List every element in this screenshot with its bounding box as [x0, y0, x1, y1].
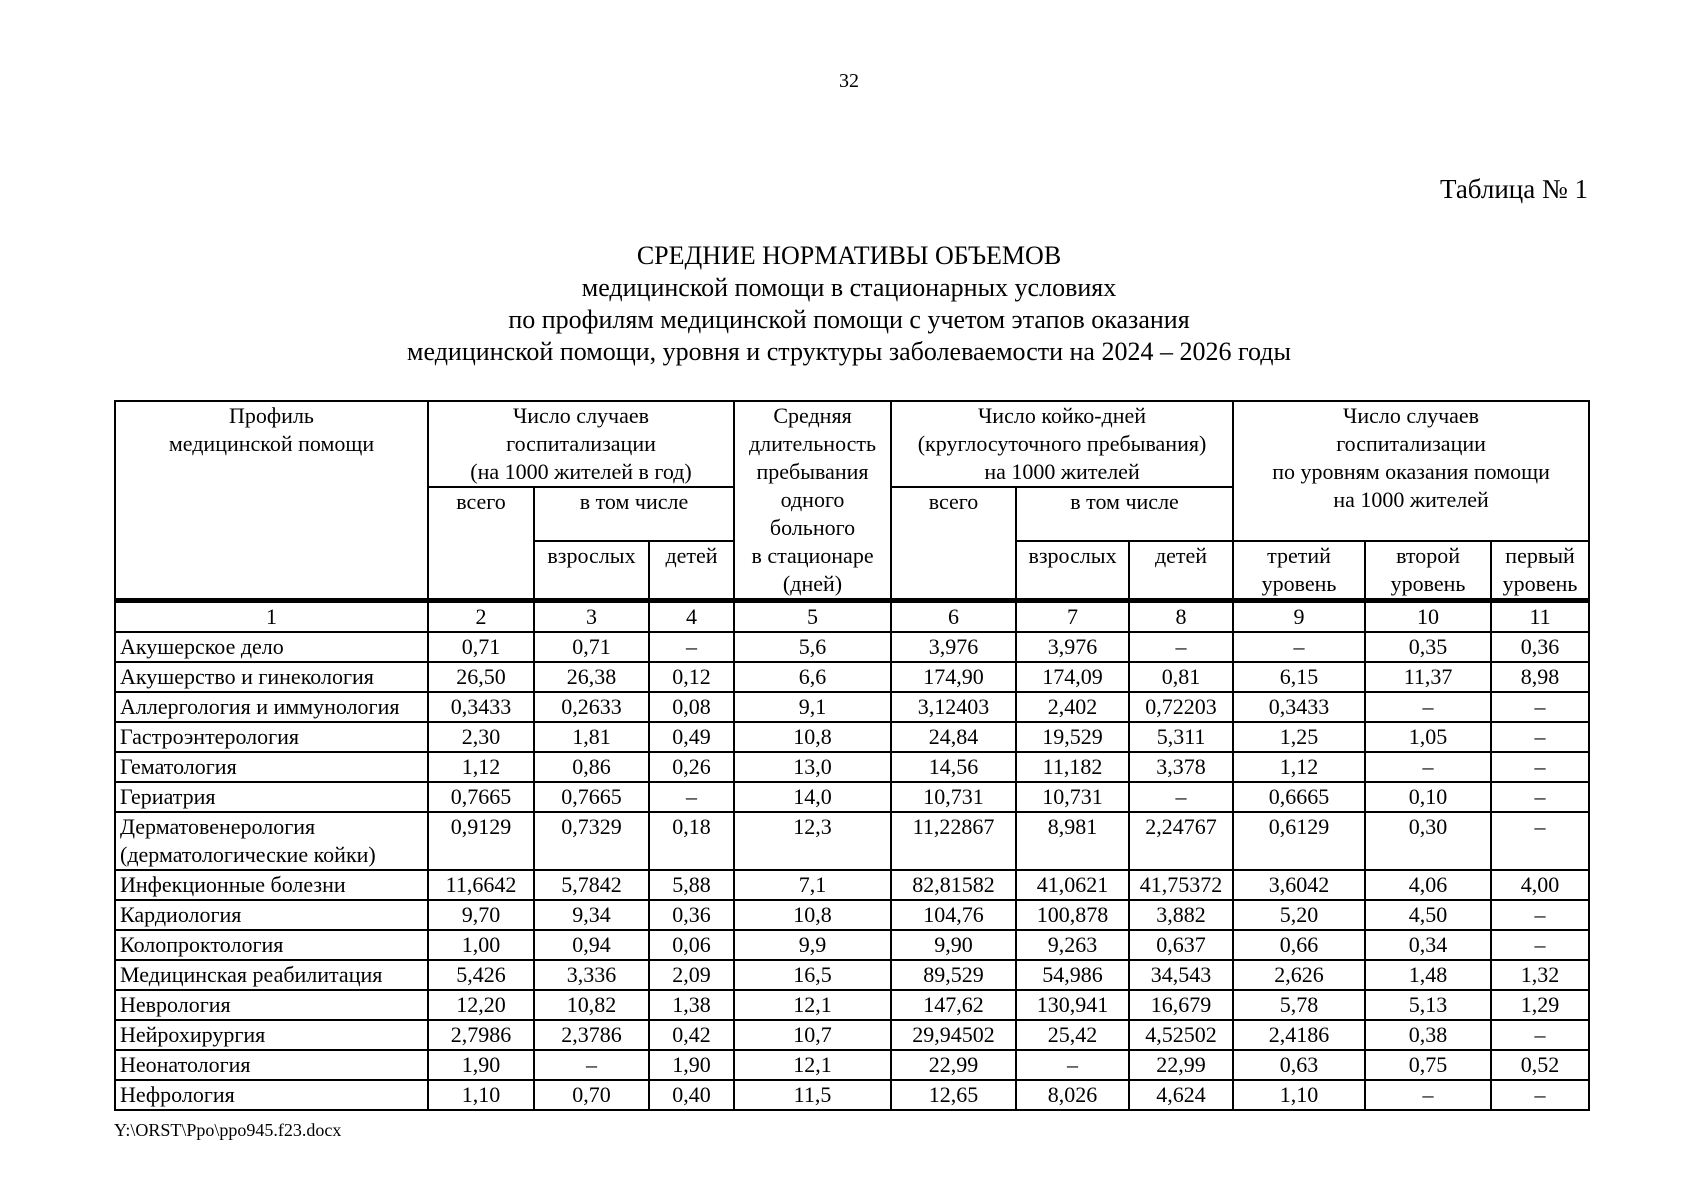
- value-cell: –: [1491, 782, 1589, 812]
- column-number: 10: [1365, 601, 1491, 633]
- value-cell: 5,20: [1233, 900, 1365, 930]
- profile-cell: Нейрохирургия: [115, 1020, 428, 1050]
- value-cell: 104,76: [891, 900, 1016, 930]
- value-cell: 0,12: [649, 662, 734, 692]
- value-cell: 8,981: [1016, 812, 1129, 870]
- value-cell: 1,81: [534, 722, 649, 752]
- value-cell: 0,6665: [1233, 782, 1365, 812]
- value-cell: 5,88: [649, 870, 734, 900]
- profile-cell: Кардиология: [115, 900, 428, 930]
- value-cell: 1,38: [649, 990, 734, 1020]
- value-cell: 16,679: [1129, 990, 1233, 1020]
- value-cell: –: [1129, 632, 1233, 662]
- value-cell: 0,36: [1491, 632, 1589, 662]
- value-cell: –: [1365, 692, 1491, 722]
- table-row: [115, 960, 1589, 990]
- value-cell: 100,878: [1016, 900, 1129, 930]
- value-cell: 3,6042: [1233, 870, 1365, 900]
- value-cell: 0,9129: [428, 812, 534, 870]
- value-cell: 26,38: [534, 662, 649, 692]
- value-cell: 5,7842: [534, 870, 649, 900]
- column-number: 8: [1129, 601, 1233, 633]
- value-cell: 0,26: [649, 752, 734, 782]
- header-hosp-including: в том числе: [534, 487, 734, 541]
- header-level-3: третий уровень: [1233, 541, 1365, 601]
- value-cell: –: [1491, 1020, 1589, 1050]
- value-cell: 0,38: [1365, 1020, 1491, 1050]
- value-cell: 8,026: [1016, 1080, 1129, 1110]
- profile-cell: Гастроэнтерология: [115, 722, 428, 752]
- value-cell: 2,402: [1016, 692, 1129, 722]
- value-cell: 34,543: [1129, 960, 1233, 990]
- value-cell: 12,1: [734, 990, 891, 1020]
- value-cell: 5,426: [428, 960, 534, 990]
- value-cell: 6,6: [734, 662, 891, 692]
- value-cell: 0,6129: [1233, 812, 1365, 870]
- value-cell: –: [1491, 930, 1589, 960]
- value-cell: –: [1129, 782, 1233, 812]
- value-cell: 2,24767: [1129, 812, 1233, 870]
- value-cell: 2,626: [1233, 960, 1365, 990]
- table-row: [115, 870, 1589, 900]
- value-cell: 3,12403: [891, 692, 1016, 722]
- value-cell: 9,90: [891, 930, 1016, 960]
- value-cell: 2,7986: [428, 1020, 534, 1050]
- value-cell: 3,882: [1129, 900, 1233, 930]
- value-cell: 0,42: [649, 1020, 734, 1050]
- value-cell: 1,90: [649, 1050, 734, 1080]
- value-cell: 0,66: [1233, 930, 1365, 960]
- value-cell: 12,1: [734, 1050, 891, 1080]
- value-cell: 4,50: [1365, 900, 1491, 930]
- header-bed-adults: взрослых: [1016, 541, 1129, 601]
- value-cell: 11,6642: [428, 870, 534, 900]
- profile-cell: Дерматовенерология (дерматологические койки): [115, 812, 428, 870]
- value-cell: 0,75: [1365, 1050, 1491, 1080]
- value-cell: 41,0621: [1016, 870, 1129, 900]
- profile-cell: Нефрология: [115, 1080, 428, 1110]
- value-cell: 2,09: [649, 960, 734, 990]
- value-cell: 0,30: [1365, 812, 1491, 870]
- value-cell: 10,731: [891, 782, 1016, 812]
- value-cell: 2,4186: [1233, 1020, 1365, 1050]
- value-cell: 5,6: [734, 632, 891, 662]
- value-cell: 4,52502: [1129, 1020, 1233, 1050]
- value-cell: 0,63: [1233, 1050, 1365, 1080]
- value-cell: 0,7665: [428, 782, 534, 812]
- value-cell: 11,22867: [891, 812, 1016, 870]
- value-cell: 22,99: [891, 1050, 1016, 1080]
- title-line-4: медицинской помощи, уровня и структуры заболеваемости на 2024 – 2026 годы: [407, 337, 1291, 366]
- norms-table: [114, 400, 1590, 1111]
- value-cell: 3,378: [1129, 752, 1233, 782]
- header-bed-including: в том числе: [1016, 487, 1233, 541]
- value-cell: 24,84: [891, 722, 1016, 752]
- value-cell: 1,48: [1365, 960, 1491, 990]
- value-cell: 174,90: [891, 662, 1016, 692]
- value-cell: 0,72203: [1129, 692, 1233, 722]
- value-cell: 3,976: [891, 632, 1016, 662]
- value-cell: 14,0: [734, 782, 891, 812]
- value-cell: 4,06: [1365, 870, 1491, 900]
- table-row: [115, 1050, 1589, 1080]
- value-cell: 12,65: [891, 1080, 1016, 1110]
- value-cell: 12,20: [428, 990, 534, 1020]
- profile-cell: Медицинская реабилитация: [115, 960, 428, 990]
- header-hospitalization-group: Число случаев госпитализации (на 1000 жителей в год): [428, 401, 734, 487]
- value-cell: 4,624: [1129, 1080, 1233, 1110]
- value-cell: 0,49: [649, 722, 734, 752]
- value-cell: 1,12: [1233, 752, 1365, 782]
- value-cell: 2,30: [428, 722, 534, 752]
- value-cell: –: [1365, 1080, 1491, 1110]
- value-cell: 0,40: [649, 1080, 734, 1110]
- value-cell: 10,731: [1016, 782, 1129, 812]
- title-line-3: по профилям медицинской помощи с учетом этапов оказания: [508, 305, 1190, 334]
- value-cell: 5,78: [1233, 990, 1365, 1020]
- value-cell: 174,09: [1016, 662, 1129, 692]
- value-cell: 0,36: [649, 900, 734, 930]
- value-cell: –: [1016, 1050, 1129, 1080]
- page-number: 32: [839, 70, 859, 92]
- value-cell: 9,263: [1016, 930, 1129, 960]
- header-bed-total: всего: [891, 487, 1016, 601]
- value-cell: 1,29: [1491, 990, 1589, 1020]
- column-number: 3: [534, 601, 649, 633]
- table-row: [115, 662, 1589, 692]
- header-profile: Профиль медицинской помощи: [115, 401, 428, 601]
- value-cell: 1,12: [428, 752, 534, 782]
- value-cell: 5,13: [1365, 990, 1491, 1020]
- value-cell: –: [1233, 632, 1365, 662]
- value-cell: 130,941: [1016, 990, 1129, 1020]
- column-number: 11: [1491, 601, 1589, 633]
- value-cell: 0,3433: [1233, 692, 1365, 722]
- value-cell: 9,9: [734, 930, 891, 960]
- value-cell: 1,90: [428, 1050, 534, 1080]
- value-cell: 1,32: [1491, 960, 1589, 990]
- header-bed-days-group: Число койко-дней (круглосуточного пребывания) на 1000 жителей: [891, 401, 1233, 487]
- value-cell: 7,1: [734, 870, 891, 900]
- table-label: Таблица № 1: [1440, 174, 1588, 204]
- value-cell: 0,08: [649, 692, 734, 722]
- value-cell: –: [1491, 722, 1589, 752]
- value-cell: 11,37: [1365, 662, 1491, 692]
- table-row: [115, 752, 1589, 782]
- value-cell: 0,52: [1491, 1050, 1589, 1080]
- value-cell: 14,56: [891, 752, 1016, 782]
- value-cell: 9,70: [428, 900, 534, 930]
- value-cell: 11,182: [1016, 752, 1129, 782]
- profile-cell: Гематология: [115, 752, 428, 782]
- value-cell: 0,71: [428, 632, 534, 662]
- value-cell: 54,986: [1016, 960, 1129, 990]
- value-cell: 10,8: [734, 722, 891, 752]
- value-cell: 147,62: [891, 990, 1016, 1020]
- column-numbers-row: [115, 601, 1589, 633]
- value-cell: –: [1491, 1080, 1589, 1110]
- value-cell: 0,35: [1365, 632, 1491, 662]
- column-number: 1: [115, 601, 428, 633]
- value-cell: 89,529: [891, 960, 1016, 990]
- value-cell: 25,42: [1016, 1020, 1129, 1050]
- header-bed-children: детей: [1129, 541, 1233, 601]
- value-cell: 10,82: [534, 990, 649, 1020]
- value-cell: 2,3786: [534, 1020, 649, 1050]
- title-line-1: СРЕДНИЕ НОРМАТИВЫ ОБЪЕМОВ: [636, 241, 1062, 270]
- table-row: [115, 900, 1589, 930]
- table-row: [115, 930, 1589, 960]
- value-cell: 0,34: [1365, 930, 1491, 960]
- column-number: 2: [428, 601, 534, 633]
- value-cell: 29,94502: [891, 1020, 1016, 1050]
- value-cell: 4,00: [1491, 870, 1589, 900]
- title-line-2: медицинской помощи в стационарных условиях: [581, 273, 1117, 302]
- value-cell: –: [1491, 752, 1589, 782]
- value-cell: –: [1491, 692, 1589, 722]
- table-row: [115, 990, 1589, 1020]
- header-hosp-children: детей: [649, 541, 734, 601]
- profile-cell: Гериатрия: [115, 782, 428, 812]
- column-number: 5: [734, 601, 891, 633]
- value-cell: 6,15: [1233, 662, 1365, 692]
- value-cell: –: [1491, 812, 1589, 870]
- value-cell: 11,5: [734, 1080, 891, 1110]
- header-levels-group: Число случаев госпитализации по уровням оказания помощи на 1000 жителей: [1233, 401, 1589, 541]
- value-cell: –: [649, 632, 734, 662]
- value-cell: 0,86: [534, 752, 649, 782]
- table-row: [115, 1020, 1589, 1050]
- value-cell: 13,0: [734, 752, 891, 782]
- column-number: 9: [1233, 601, 1365, 633]
- value-cell: 22,99: [1129, 1050, 1233, 1080]
- value-cell: 0,2633: [534, 692, 649, 722]
- table-row: [115, 692, 1589, 722]
- value-cell: 8,98: [1491, 662, 1589, 692]
- header-average-stay: Средняя длительность пребывания одного больного в стационаре (дней): [734, 401, 891, 601]
- value-cell: 1,00: [428, 930, 534, 960]
- value-cell: 0,81: [1129, 662, 1233, 692]
- value-cell: 1,05: [1365, 722, 1491, 752]
- profile-cell: Инфекционные болезни: [115, 870, 428, 900]
- file-path-footer: Y:\ORST\Ppo\ppo945.f23.docx: [114, 1120, 342, 1140]
- table-row: [115, 782, 1589, 812]
- value-cell: 0,7665: [534, 782, 649, 812]
- value-cell: –: [649, 782, 734, 812]
- value-cell: 0,10: [1365, 782, 1491, 812]
- value-cell: 0,7329: [534, 812, 649, 870]
- value-cell: 1,25: [1233, 722, 1365, 752]
- column-number: 4: [649, 601, 734, 633]
- value-cell: 19,529: [1016, 722, 1129, 752]
- header-level-2: второй уровень: [1365, 541, 1491, 601]
- norms-table-container: [114, 400, 1588, 1111]
- header-hosp-total: всего: [428, 487, 534, 601]
- profile-cell: Акушерское дело: [115, 632, 428, 662]
- value-cell: 0,06: [649, 930, 734, 960]
- table-row: [115, 722, 1589, 752]
- value-cell: 9,1: [734, 692, 891, 722]
- value-cell: 82,81582: [891, 870, 1016, 900]
- table-row: [115, 812, 1589, 870]
- table-row: [115, 632, 1589, 662]
- column-number: 6: [891, 601, 1016, 633]
- value-cell: 1,10: [1233, 1080, 1365, 1110]
- document-title: [0, 240, 1698, 368]
- value-cell: 16,5: [734, 960, 891, 990]
- profile-cell: Акушерство и гинекология: [115, 662, 428, 692]
- value-cell: –: [1365, 752, 1491, 782]
- value-cell: 0,70: [534, 1080, 649, 1110]
- profile-cell: Колопроктология: [115, 930, 428, 960]
- value-cell: 1,10: [428, 1080, 534, 1110]
- profile-cell: Неврология: [115, 990, 428, 1020]
- value-cell: 9,34: [534, 900, 649, 930]
- value-cell: 3,336: [534, 960, 649, 990]
- column-number: 7: [1016, 601, 1129, 633]
- value-cell: 0,3433: [428, 692, 534, 722]
- value-cell: –: [534, 1050, 649, 1080]
- value-cell: –: [1491, 900, 1589, 930]
- profile-cell: Аллергология и иммунология: [115, 692, 428, 722]
- table-row: [115, 1080, 1589, 1110]
- value-cell: 0,94: [534, 930, 649, 960]
- value-cell: 5,311: [1129, 722, 1233, 752]
- value-cell: 10,7: [734, 1020, 891, 1050]
- value-cell: 10,8: [734, 900, 891, 930]
- value-cell: 3,976: [1016, 632, 1129, 662]
- value-cell: 0,18: [649, 812, 734, 870]
- header-level-1: первый уровень: [1491, 541, 1589, 601]
- value-cell: 12,3: [734, 812, 891, 870]
- value-cell: 0,637: [1129, 930, 1233, 960]
- value-cell: 0,71: [534, 632, 649, 662]
- header-hosp-adults: взрослых: [534, 541, 649, 601]
- profile-cell: Неонатология: [115, 1050, 428, 1080]
- value-cell: 41,75372: [1129, 870, 1233, 900]
- value-cell: 26,50: [428, 662, 534, 692]
